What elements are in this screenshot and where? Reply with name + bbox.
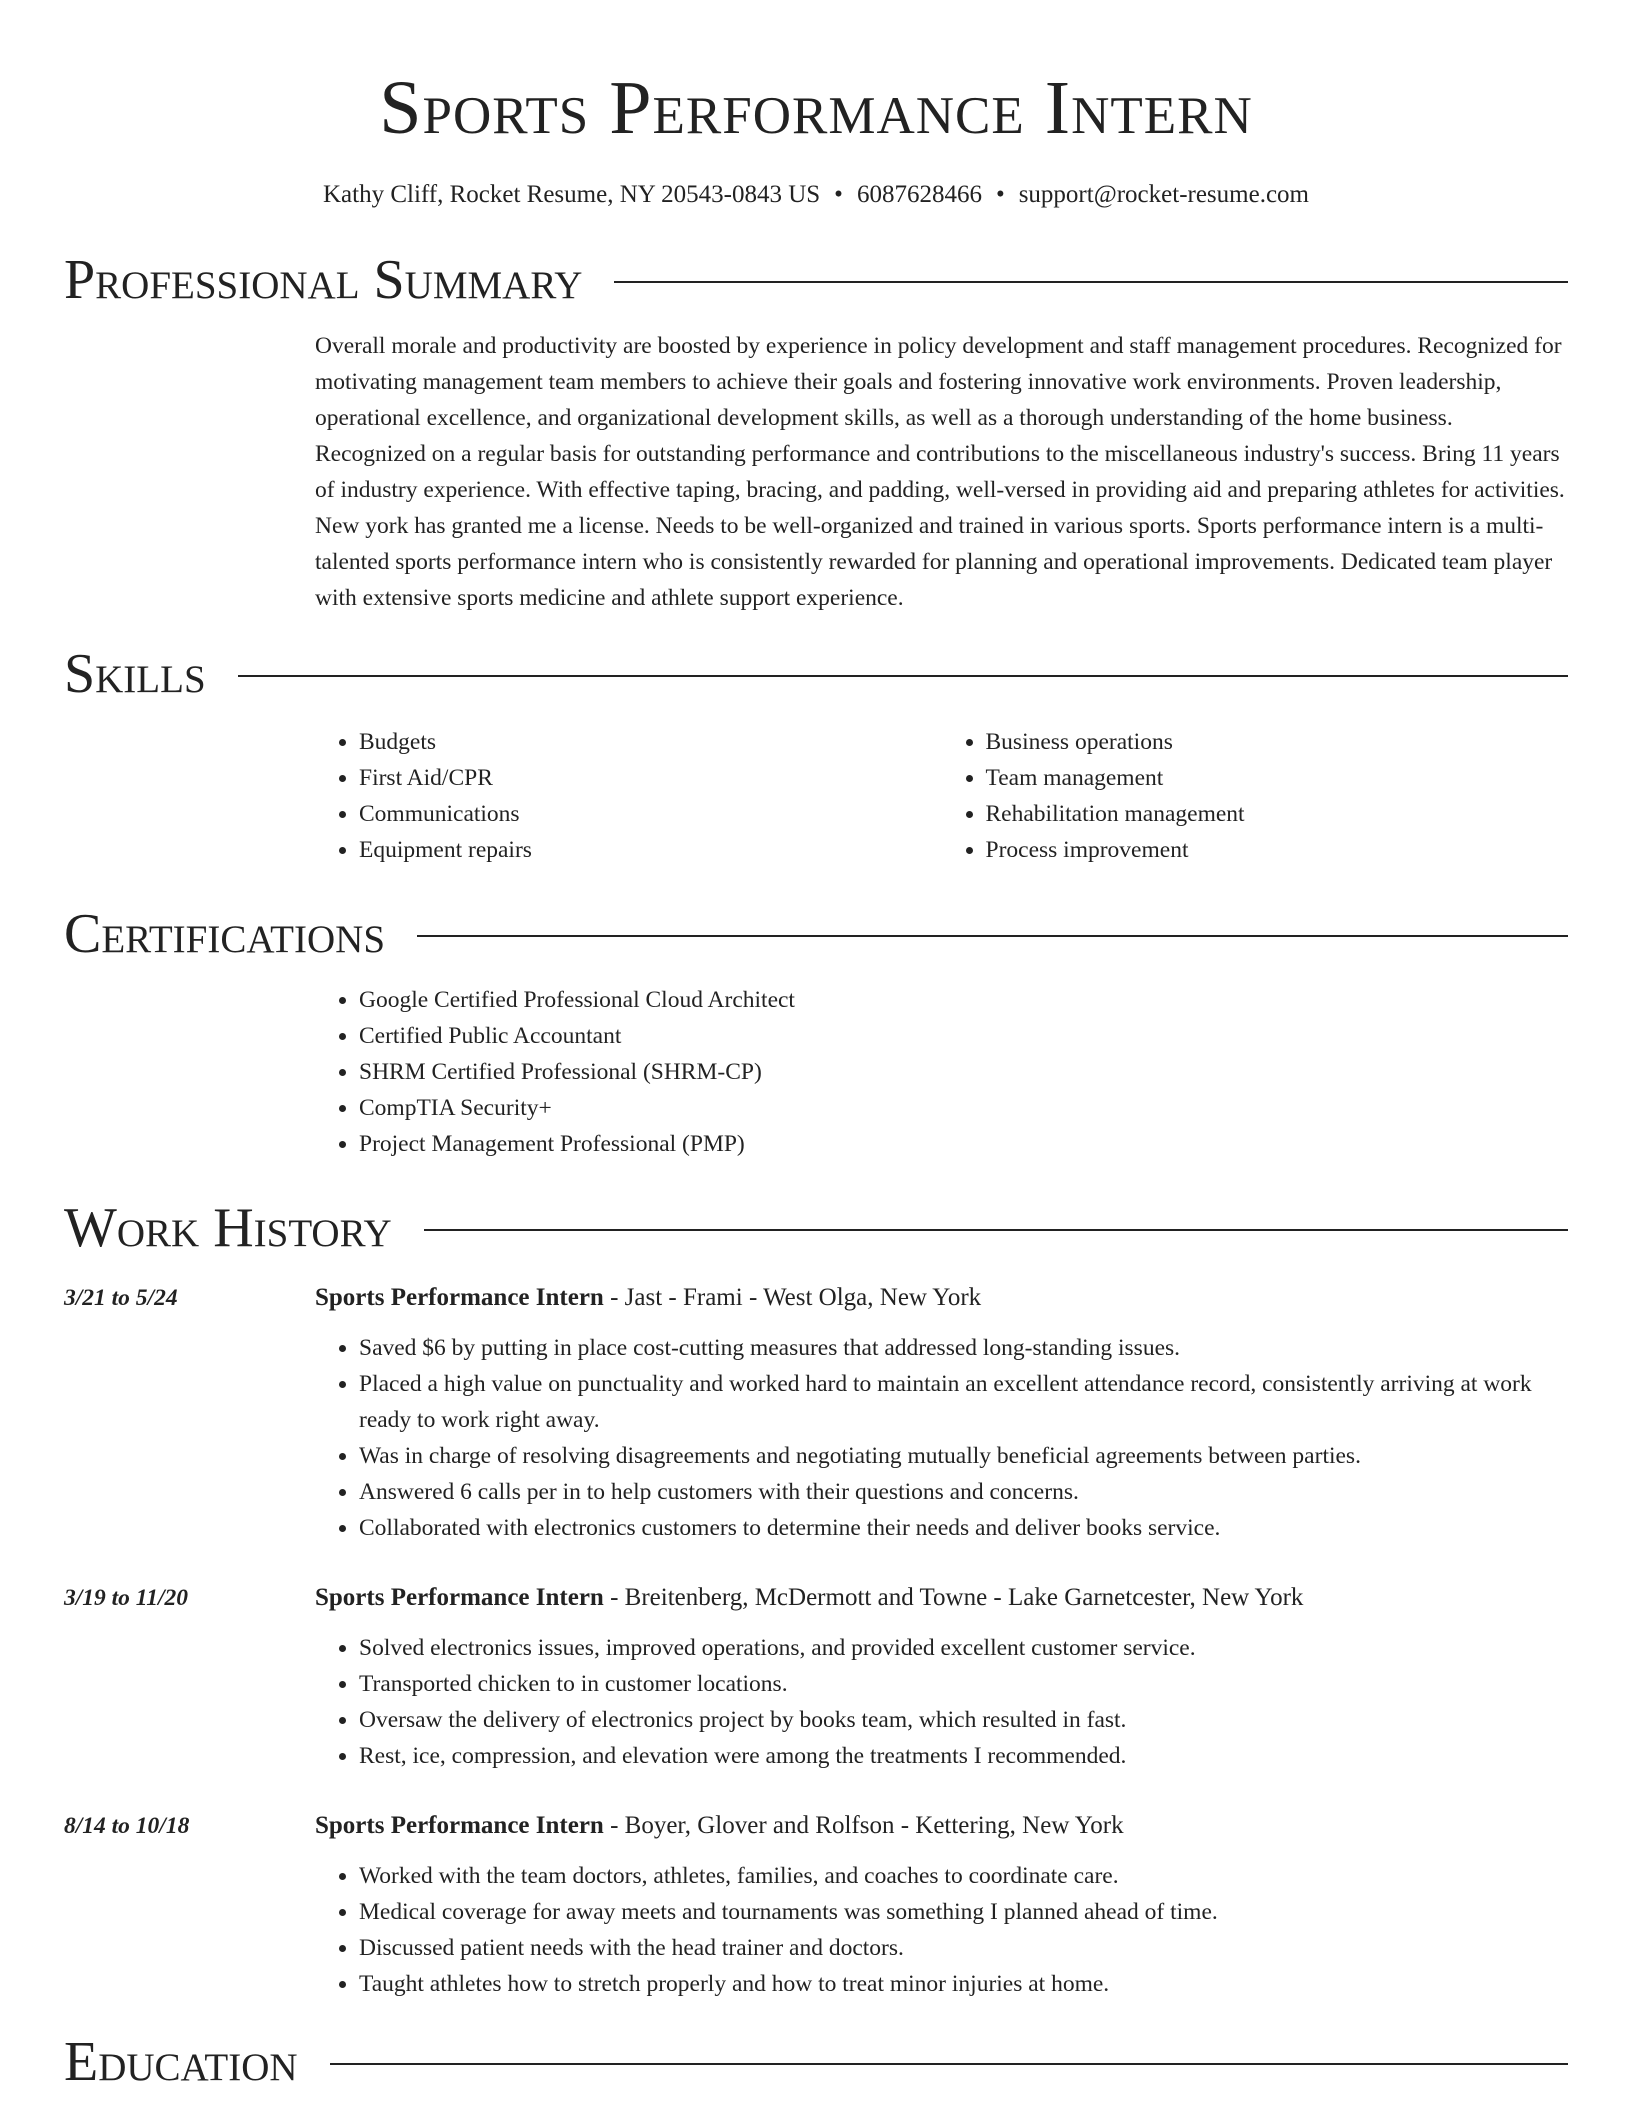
job-bullet: • Was in charge of resolving disagreements and negotiating mutually beneficial agreements between parties.: [359, 1438, 1568, 1474]
education-section-header: [64, 2026, 1568, 2098]
job-bullet: • Placed a high value on punctuality and worked hard to maintain an excellent attendance record, consistently arriving at work ready to work right away.: [359, 1366, 1568, 1438]
job-employer: - Breitenberg, McDermott and Towne - Lake Garnetcester, New York: [603, 1584, 1304, 1611]
skill-item: • Equipment repairs: [359, 832, 942, 868]
job-bullets: [315, 1330, 1568, 1546]
contact-separator: •: [834, 181, 843, 208]
job-bullet: • Rest, ice, compression, and elevation were among the treatments I recommended.: [359, 1738, 1568, 1774]
job-bullet: • Transported chicken to in customer locations.: [359, 1666, 1568, 1702]
skill-item: • First Aid/CPR: [359, 760, 942, 796]
job-dates: 3/21 to 5/24: [64, 1285, 178, 1311]
certification-item: • SHRM Certified Professional (SHRM-CP): [359, 1054, 1568, 1090]
resume-title: Sports Performance Intern: [379, 66, 1253, 150]
job-entry: [64, 1808, 1568, 2002]
skill-item: • Business operations: [986, 724, 1569, 760]
certifications-heading: Certifications: [64, 903, 386, 965]
job-title: Sports Performance Intern: [315, 1812, 604, 1839]
skill-item: • Budgets: [359, 724, 942, 760]
skills-grid: [315, 724, 1568, 868]
section-divider: [238, 675, 1568, 677]
job-dates: 8/14 to 10/18: [64, 1813, 190, 1839]
skills-list-left: [315, 724, 942, 868]
section-divider: [330, 2063, 1568, 2065]
job-bullet: • Worked with the team doctors, athletes, families, and coaches to coordinate care.: [359, 1858, 1568, 1894]
job-body: [315, 1580, 1568, 1774]
certification-item: • Project Management Professional (PMP): [359, 1126, 1568, 1162]
summary-text: Overall morale and productivity are boosted by experience in policy development and staff management procedures. Recognized for motivating management team members to achieve their goals and fostering innovative work environments. Proven leadership, operational excellence, and organizational development skills, as well as a thorough understanding of the home business. Recognized on a regular basis for outstanding performance and contributions to the miscellaneous industry's success. Bring 11 years of industry experience. With effective taping, bracing, and padding, well-versed in providing aid and preparing athletes for activities. New york has granted me a license. Needs to be well-organized and trained in various sports. Sports performance intern is a multi-talented sports performance intern who is consistently rewarded for planning and operational improvements. Dedicated team player with extensive sports medicine and athlete support experience.: [315, 333, 1565, 611]
job-entry: [64, 1580, 1568, 1774]
certification-item: • Google Certified Professional Cloud Architect: [359, 982, 1568, 1018]
job-bullet: • Collaborated with electronics customers to determine their needs and deliver books service.: [359, 1510, 1568, 1546]
certification-item: • Certified Public Accountant: [359, 1018, 1568, 1054]
job-bullet: • Answered 6 calls per in to help customers with their questions and concerns.: [359, 1474, 1568, 1510]
skill-item: • Team management: [986, 760, 1569, 796]
job-bullets: [315, 1858, 1568, 2002]
job-dates: 3/19 to 11/20: [64, 1585, 189, 1611]
skills-list-right: [942, 724, 1569, 868]
job-heading: [315, 1280, 1568, 1316]
job-employer: - Jast - Frami - West Olga, New York: [603, 1284, 982, 1311]
skills-heading: Skills: [64, 643, 206, 705]
job-bullet: • Discussed patient needs with the head trainer and doctors.: [359, 1930, 1568, 1966]
job-employer: - Boyer, Glover and Rolfson - Kettering, New York: [603, 1812, 1124, 1839]
section-divider: [614, 281, 1568, 283]
job-bullet: • Taught athletes how to stretch properly and how to treat minor injuries at home.: [359, 1966, 1568, 2002]
job-bullet: • Solved electronics issues, improved operations, and provided excellent customer service.: [359, 1630, 1568, 1666]
summary-section-header: [64, 244, 1568, 316]
job-title: Sports Performance Intern: [315, 1584, 604, 1611]
skill-item: • Process improvement: [986, 832, 1569, 868]
summary-heading: Professional Summary: [64, 249, 583, 311]
certifications-list: [315, 982, 1568, 1162]
certifications-section: [315, 982, 1568, 1162]
job-bullet: • Saved $6 by putting in place cost-cutting measures that addressed long-standing issues.: [359, 1330, 1568, 1366]
education-heading: Education: [64, 2031, 298, 2093]
certification-item: • CompTIA Security+: [359, 1090, 1568, 1126]
contact-address: Kathy Cliff, Rocket Resume, NY 20543-0843 US: [322, 181, 821, 208]
job-entry: [64, 1280, 1568, 1546]
work-heading: Work History: [64, 1197, 392, 1259]
section-divider: [424, 1229, 1568, 1231]
job-body: [315, 1808, 1568, 2002]
work-section-header: [64, 1192, 1568, 1264]
job-title: Sports Performance Intern: [315, 1284, 604, 1311]
certifications-section-header: [64, 898, 1568, 970]
skills-section-header: [64, 638, 1568, 710]
job-heading: [315, 1808, 1568, 1844]
skill-item: • Communications: [359, 796, 942, 832]
job-bullets: [315, 1630, 1568, 1774]
section-divider: [417, 935, 1568, 937]
job-body: [315, 1280, 1568, 1546]
job-bullet: • Oversaw the delivery of electronics project by books team, which resulted in fast.: [359, 1702, 1568, 1738]
contact-phone: 6087628466: [856, 181, 982, 208]
resume-page: [64, 0, 1568, 2098]
summary-section: [315, 328, 1568, 616]
job-heading: [315, 1580, 1568, 1616]
contact-separator: •: [995, 181, 1005, 208]
job-bullet: • Medical coverage for away meets and tournaments was something I planned ahead of time.: [359, 1894, 1568, 1930]
contact-email: support@rocket-resume.com: [1018, 181, 1309, 208]
contact-line: [64, 178, 1568, 212]
skills-section: [315, 724, 1568, 868]
skill-item: • Rehabilitation management: [986, 796, 1569, 832]
